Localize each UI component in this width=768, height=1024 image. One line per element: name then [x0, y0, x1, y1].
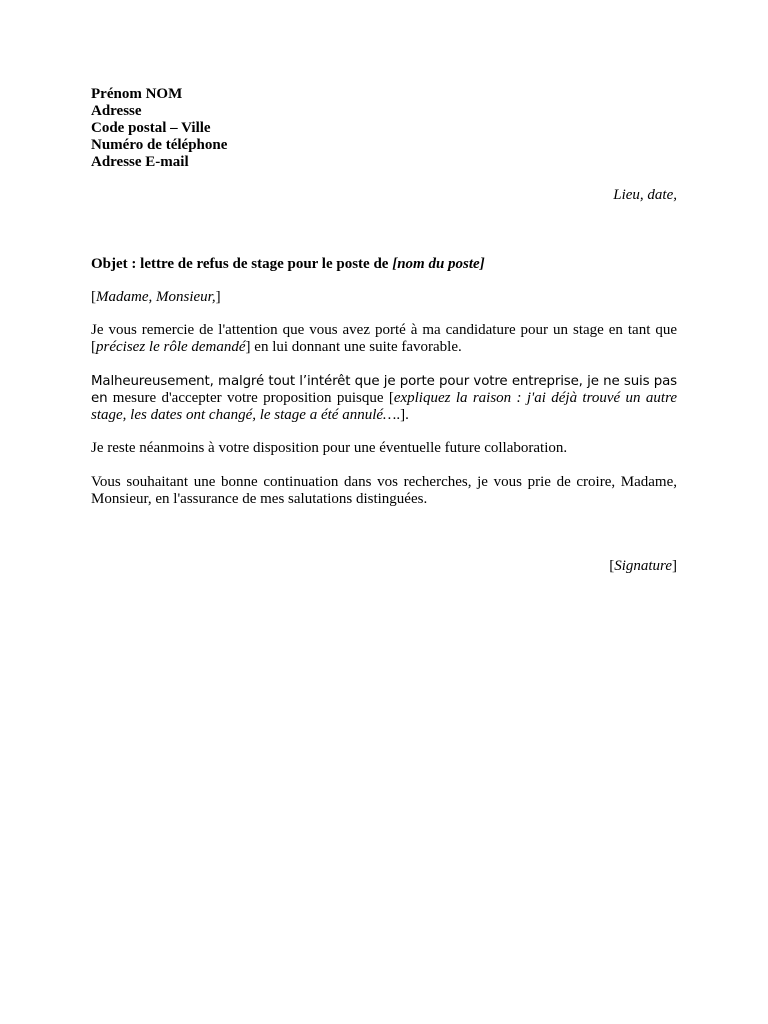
- subject-text: Objet : lettre de refus de stage pour le poste de: [91, 256, 393, 272]
- sender-name: Prénom NOM: [91, 86, 183, 102]
- greeting-open-bracket: [: [91, 289, 96, 305]
- paragraph-availability: Je reste néanmoins à votre disposition pour une éventuelle future collaboration.: [91, 440, 568, 456]
- paragraph-thanks-placeholder: précisez le rôle demandé: [96, 339, 246, 355]
- greeting-text: Madame, Monsieur,: [96, 289, 216, 305]
- sender-block: [91, 86, 227, 171]
- paragraph-thanks-line1: Je vous remercie de l'attention que vous avez porté à ma candidature pour un stage en tant que: [91, 322, 677, 338]
- signature-close-bracket: ]: [672, 558, 677, 574]
- letter-subject: [91, 256, 677, 273]
- place-date: Lieu, date,: [613, 187, 677, 203]
- paragraph-refusal-sans-text: Malheureusement, malgré tout l’intérêt que je porte pour votre entreprise, je ne suis pas en: [91, 374, 677, 406]
- paragraph-thanks: [91, 322, 677, 356]
- paragraph-thanks-open-bracket: [: [91, 339, 96, 355]
- paragraph-refusal: [91, 373, 677, 424]
- signature: [609, 558, 677, 575]
- signature-open-bracket: [: [609, 558, 615, 574]
- paragraph-refusal-text: mesure d'accepter votre proposition puisque [: [112, 390, 394, 406]
- paragraph-thanks-rest: en lui donnant une suite favorable.: [250, 339, 462, 355]
- subject-placeholder: [nom du poste]: [392, 256, 485, 272]
- signature-placeholder: Signature: [614, 558, 672, 574]
- sender-phone: Numéro de téléphone: [91, 137, 228, 153]
- sender-address: Adresse: [91, 103, 142, 119]
- paragraph-closing: Vous souhaitant une bonne continuation dans vos recherches, je vous prie de croire, Madame, Monsieur, en l'assurance de mes salutations distinguées.: [91, 474, 677, 507]
- sender-email: Adresse E-mail: [91, 154, 189, 170]
- greeting: [91, 289, 677, 306]
- paragraph-refusal-close: .].: [396, 407, 409, 423]
- greeting-close-bracket: ]: [215, 289, 221, 305]
- paragraph-thanks-close-bracket: ]: [245, 339, 251, 355]
- sender-postal-city: Code postal – Ville: [91, 120, 211, 136]
- paragraph-refusal-placeholder: expliquez la raison : j'ai déjà trouvé un autre stage, les dates ont changé, le stage a été annulé…: [91, 390, 678, 423]
